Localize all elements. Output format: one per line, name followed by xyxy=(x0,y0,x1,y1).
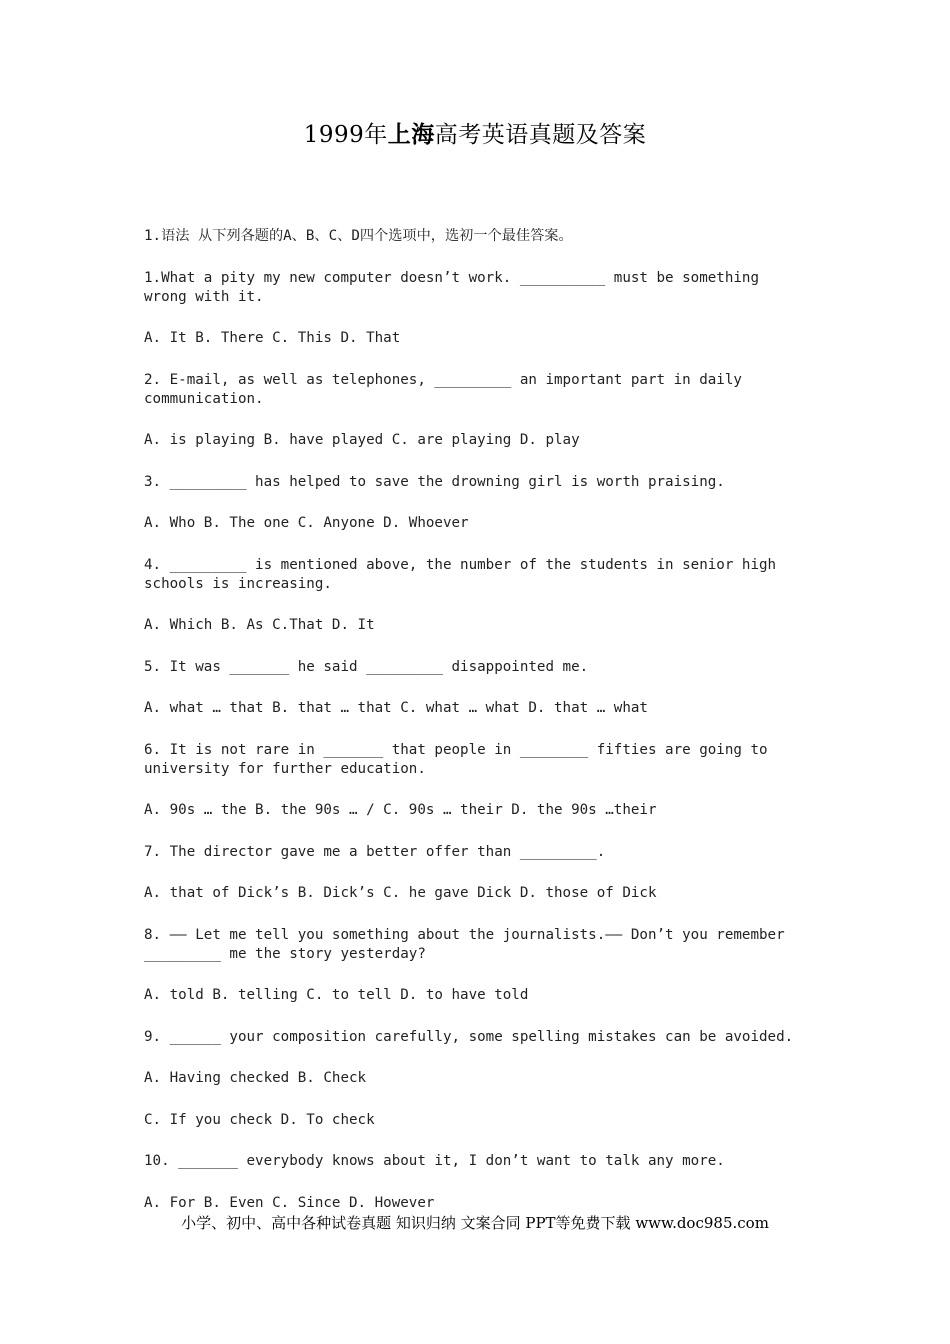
question-4: 4. _________ is mentioned above, the number of the students in senior high schools is increasing. xyxy=(144,556,785,592)
options-9-line-1: A. Having checked B. Check xyxy=(144,1070,367,1086)
options-9-line-2: C. If you check D. To check xyxy=(144,1111,375,1128)
question-6: 6. It is not rare in _______ that people in ________ fifties are going to university for further education. xyxy=(144,741,777,777)
title-year: 1999年 xyxy=(303,122,388,148)
options-8: A. told B. telling C. to tell D. to have told xyxy=(144,987,529,1003)
title-rest: 高考英语真题及答案 xyxy=(434,122,647,148)
section-instruction: 1.语法 从下列各题的A、B、C、D四个选项中，选初一个最佳答案。 xyxy=(144,228,573,244)
footer-banner: 小学、初中、高中各种试卷真题 知识归纳 文案合同 PPT等免费下载 www.doc985.com xyxy=(181,1214,769,1232)
options-5: A. what … that B. that … that C. what … what D. that … what xyxy=(144,700,648,716)
question-9: 9. ______ your composition carefully, some spelling mistakes can be avoided. xyxy=(144,1028,794,1045)
question-10: 10. _______ everybody knows about it, I don’t want to talk any more. xyxy=(144,1153,725,1169)
question-3: 3. _________ has helped to save the drowning girl is worth praising. xyxy=(144,473,725,490)
question-2: 2. E-mail, as well as telephones, _________ an important part in daily communication. xyxy=(144,371,751,407)
options-10: A. For B. Even C. Since D. However xyxy=(144,1194,435,1211)
options-6: A. 90s … the B. the 90s … / C. 90s … their D. the 90s …their xyxy=(144,802,657,818)
title-city: 上海 xyxy=(387,121,435,148)
question-5: 5. It was _______ he said _________ disappointed me. xyxy=(144,658,589,675)
question-8: 8. —— Let me tell you something about the journalists.—— Don’t you remember _________ me the story yesterday? xyxy=(144,926,794,962)
options-2: A. is playing B. have played C. are playing D. play xyxy=(144,432,580,448)
question-1: 1.What a pity my new computer doesn’t work. __________ must be something wrong with it. xyxy=(144,269,768,305)
options-3: A. Who B. The one C. Anyone D. Whoever xyxy=(144,515,469,531)
page-title xyxy=(0,116,950,149)
options-7: A. that of Dick’s B. Dick’s C. he gave Dick D. those of Dick xyxy=(144,885,657,901)
options-4: A. Which B. As C.That D. It xyxy=(144,617,375,633)
document-body xyxy=(144,227,810,1235)
options-1: A. It B. There C. This D. That xyxy=(144,330,401,346)
question-7: 7. The director gave me a better offer than _________. xyxy=(144,843,606,860)
